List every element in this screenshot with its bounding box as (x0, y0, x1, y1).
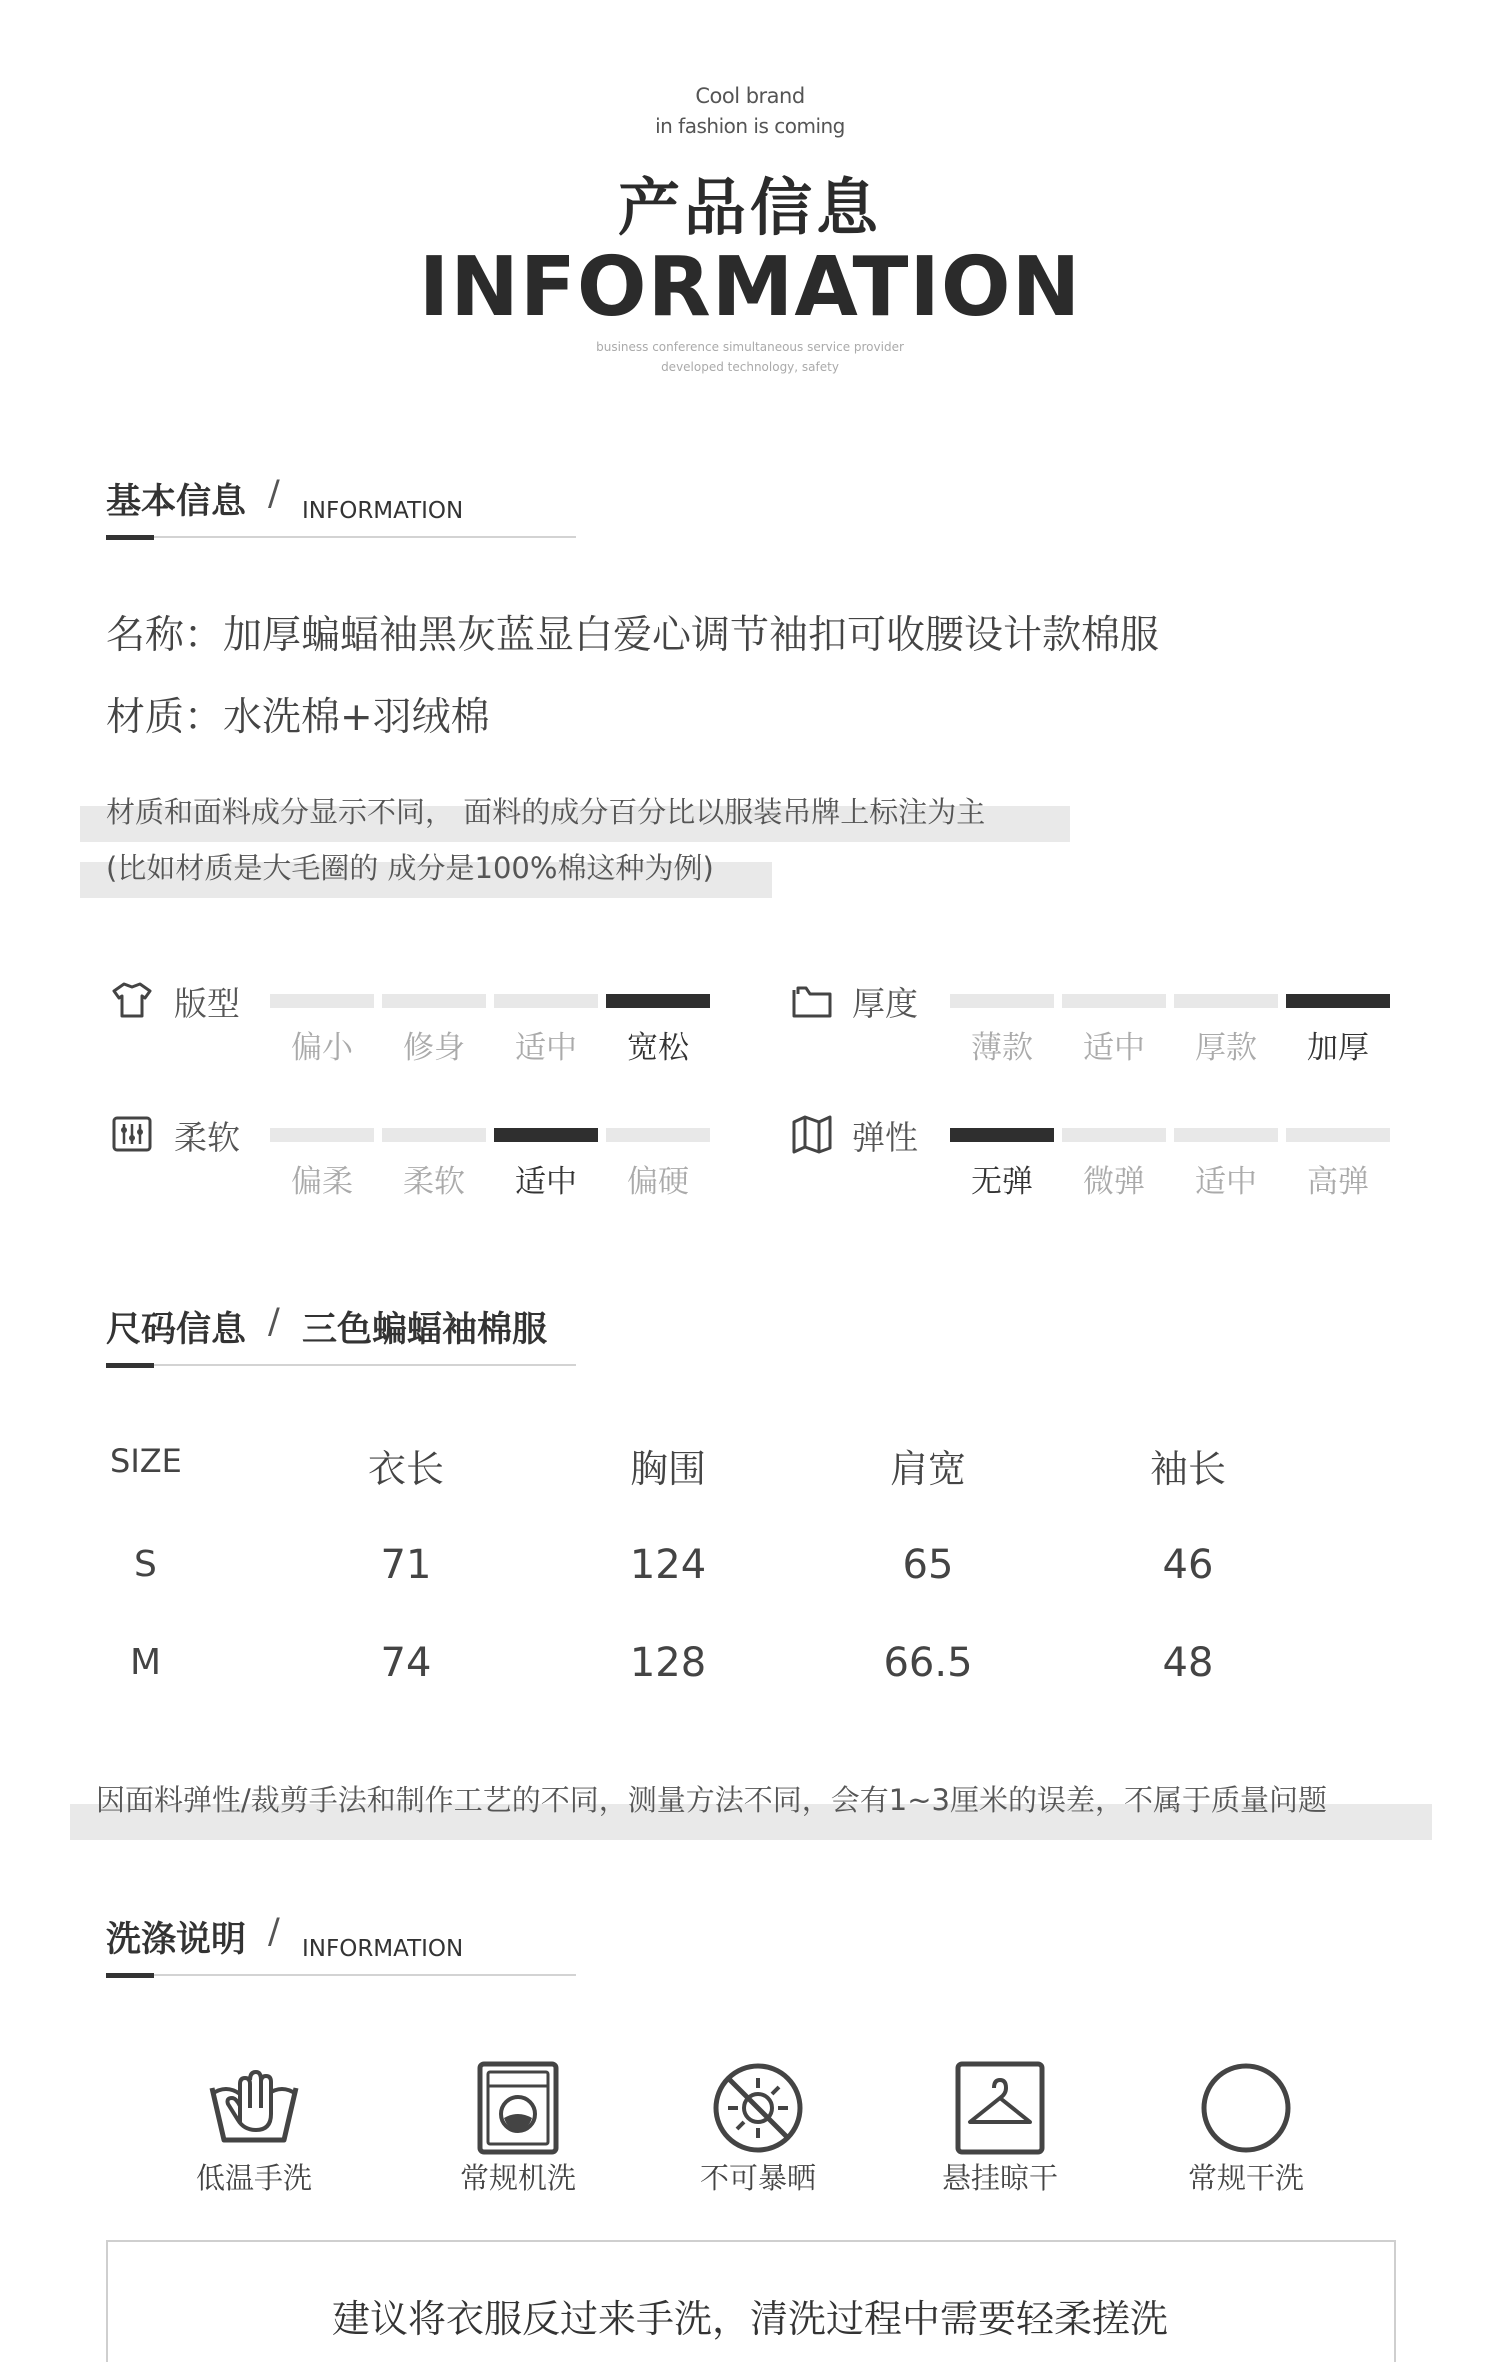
table-header: 衣长 (367, 1447, 444, 1491)
scale-option: 厚款 (1195, 1030, 1257, 1066)
care-label: 常规机洗 (459, 2161, 576, 2195)
scale-segment (606, 1128, 710, 1142)
no-sun-icon (708, 2058, 808, 2158)
section-title: 基本信息 (106, 482, 247, 522)
table-cell: 128 (629, 1640, 707, 1686)
material-note-1: 材质和面料成分显示不同， 面料的成分百分比以服装吊牌上标注为主 (106, 795, 986, 829)
care-heading (106, 1912, 576, 1976)
scale-option: 薄款 (971, 1030, 1033, 1066)
scale-segment (382, 994, 486, 1008)
folder-icon (790, 978, 834, 1022)
scale-option: 修身 (403, 1030, 465, 1066)
scale-segment (1174, 994, 1278, 1008)
section-title: 尺码信息 (106, 1310, 247, 1350)
scale-segment-selected (950, 1128, 1054, 1142)
scale-option-selected: 加厚 (1307, 1030, 1369, 1066)
scale-segment (382, 1128, 486, 1142)
dry-clean-icon (1196, 2058, 1296, 2158)
table-header: 胸围 (629, 1447, 706, 1491)
brand-line-1: Cool brand (695, 84, 805, 108)
size-note: 因面料弹性/裁剪手法和制作工艺的不同，测量方法不同，会有1~3厘米的误差，不属于质量问题 (96, 1783, 1327, 1817)
table-header: 肩宽 (889, 1447, 966, 1491)
basic-info-heading (106, 474, 576, 538)
section-subtitle: INFORMATION (302, 498, 464, 524)
map-icon (790, 1112, 834, 1156)
care-label: 低温手洗 (195, 2161, 312, 2195)
product-name: 名称：加厚蝙蝠袖黑灰蓝显白爱心调节袖扣可收腰设计款棉服 (106, 613, 1160, 658)
care-item (1196, 2058, 1296, 2162)
care-item (204, 2058, 304, 2162)
scale-segment (270, 994, 374, 1008)
table-cell: 46 (1162, 1542, 1214, 1588)
care-tip-text: 建议将衣服反过来手洗，清洗过程中需要轻柔搓洗 (331, 2297, 1168, 2341)
table-header: 袖长 (1149, 1447, 1226, 1491)
section-subtitle: 三色蝙蝠袖棉服 (302, 1310, 548, 1350)
hanger-icon (950, 2058, 1050, 2158)
scale-segment (1062, 1128, 1166, 1142)
section-subtitle: INFORMATION (302, 1936, 464, 1962)
table-cell: 65 (902, 1542, 954, 1588)
section-slash: / (268, 1302, 280, 1342)
care-label: 悬挂晾干 (941, 2161, 1058, 2195)
scale-segment (1062, 994, 1166, 1008)
scale-segment-selected (494, 1128, 598, 1142)
section-slash: / (268, 474, 280, 514)
table-cell: S (134, 1544, 157, 1585)
care-item (708, 2058, 808, 2162)
tagline-2: developed technology, safety (661, 360, 839, 374)
table-cell: 66.5 (883, 1640, 973, 1686)
attr-fit-row (110, 978, 154, 1026)
sliders-icon (110, 1112, 154, 1156)
tagline-1: business conference simultaneous service provider (596, 340, 904, 354)
care-item (950, 2058, 1050, 2162)
hand-wash-icon (204, 2058, 304, 2158)
scale-segment (1286, 1128, 1390, 1142)
page-title-cn: 产品信息 (617, 171, 882, 244)
table-cell: 74 (380, 1640, 432, 1686)
scale-option: 微弹 (1083, 1164, 1145, 1200)
size-info-heading (106, 1302, 576, 1366)
scale-option: 高弹 (1307, 1164, 1369, 1200)
table-cell: 48 (1162, 1640, 1214, 1686)
table-cell: 124 (629, 1542, 707, 1588)
scale-segment-selected (606, 994, 710, 1008)
attr-label: 版型 (174, 984, 240, 1023)
scale-option-selected: 无弹 (971, 1164, 1033, 1200)
scale-segment (950, 994, 1054, 1008)
care-item (468, 2058, 568, 2162)
scale-option: 柔软 (403, 1164, 465, 1200)
material-note-2: (比如材质是大毛圈的 成分是100%棉这种为例) (106, 851, 714, 885)
attr-label: 柔软 (174, 1118, 240, 1157)
attr-thickness-row (790, 978, 834, 1026)
attr-label: 厚度 (852, 984, 918, 1023)
scale-option: 偏硬 (627, 1164, 689, 1200)
section-underline-accent (106, 535, 154, 540)
scale-segment (1174, 1128, 1278, 1142)
section-underline (106, 1974, 576, 1976)
attr-elasticity-row (790, 1112, 834, 1160)
scale-option: 适中 (1195, 1164, 1257, 1200)
scale-option: 适中 (515, 1030, 577, 1066)
scale-option: 偏小 (291, 1030, 353, 1066)
tshirt-icon (110, 978, 154, 1022)
section-underline (106, 536, 576, 538)
section-underline-accent (106, 1363, 154, 1368)
attr-softness-row (110, 1112, 154, 1160)
table-cell: M (130, 1642, 162, 1683)
scale-option: 偏柔 (291, 1164, 353, 1200)
page-title-en: INFORMATION (418, 240, 1082, 335)
scale-option-selected: 宽松 (627, 1030, 689, 1066)
section-underline (106, 1364, 576, 1366)
attr-label: 弹性 (852, 1118, 918, 1157)
care-label: 不可暴晒 (699, 2161, 816, 2195)
washing-machine-icon (468, 2058, 568, 2158)
section-slash: / (268, 1912, 280, 1952)
scale-option: 适中 (1083, 1030, 1145, 1066)
scale-option-selected: 适中 (515, 1164, 577, 1200)
section-title: 洗涤说明 (106, 1920, 247, 1960)
product-material: 材质：水洗棉+羽绒棉 (106, 695, 490, 740)
section-underline-accent (106, 1973, 154, 1978)
scale-segment-selected (1286, 994, 1390, 1008)
brand-line-2: in fashion is coming (655, 114, 845, 138)
care-label: 常规干洗 (1187, 2161, 1304, 2195)
table-header: SIZE (110, 1442, 182, 1480)
table-cell: 71 (380, 1542, 432, 1588)
scale-segment (270, 1128, 374, 1142)
scale-segment (494, 994, 598, 1008)
